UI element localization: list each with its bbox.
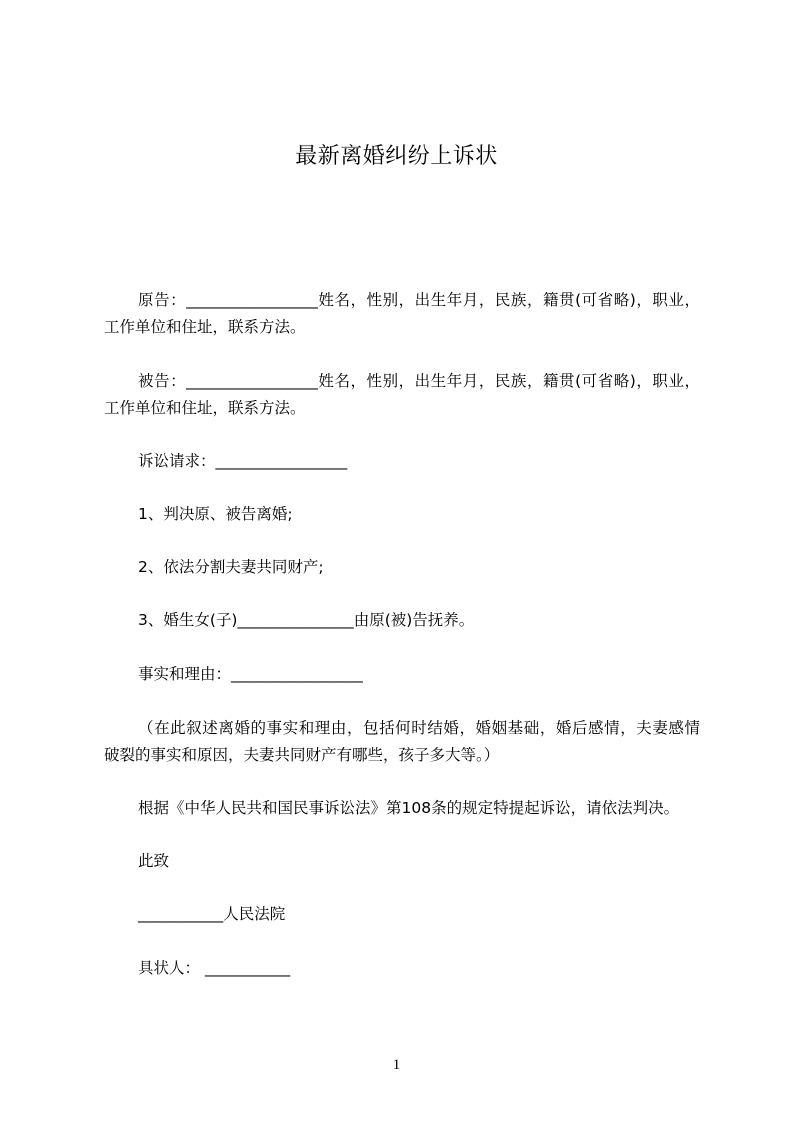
court-text: ___________人民法院 [138,905,286,923]
facts-heading [104,661,700,688]
claim-item-text: 1、判决原、被告离婚; [138,505,293,523]
signatory-text: 具状人： ___________ [138,959,291,977]
claim-item [104,501,700,528]
claim-item-text: 3、婚生女(子)_______________由原(被)告抚养。 [138,611,475,629]
claim-item [104,607,700,634]
legal-basis-text: 根据《中华人民共和国民事诉讼法》第108条的规定特提起诉讼，请依法判决。 [138,799,680,817]
plaintiff-line: 原告：_________________姓名，性别，出生年月，民族，籍贯(可省略)，职业， [138,291,700,309]
defendant-line: 工作单位和住址，联系方法。 [104,399,306,417]
legal-basis-paragraph [104,795,700,822]
salutation [104,848,700,875]
document-title: 最新离婚纠纷上诉状 [295,144,498,169]
defendant-paragraph [104,368,700,422]
claim-item [104,554,700,581]
facts-note-line: （在此叙述离婚的事实和理由，包括何时结婚，婚姻基础，婚后感情，夫妻感情 [138,719,700,737]
defendant-line: 被告：_________________姓名，性别，出生年月，民族，籍贯(可省略)，职业， [138,372,700,390]
plaintiff-paragraph [104,287,700,341]
claim-item-text: 2、依法分割夫妻共同财产; [138,558,324,576]
salutation-text: 此致 [138,852,170,870]
signatory-line [104,955,700,982]
facts-note-line: 破裂的事实和原因，夫妻共同财产有哪些，孩子多大等。） [104,746,500,764]
court-line [104,901,700,928]
claims-heading-text: 诉讼请求：_________________ [138,452,348,470]
facts-note-paragraph [104,715,700,769]
facts-heading-text: 事实和理由：_________________ [138,665,363,683]
page-number: 1 [392,1057,401,1073]
plaintiff-line: 工作单位和住址，联系方法。 [104,318,306,336]
claims-heading [104,448,700,475]
